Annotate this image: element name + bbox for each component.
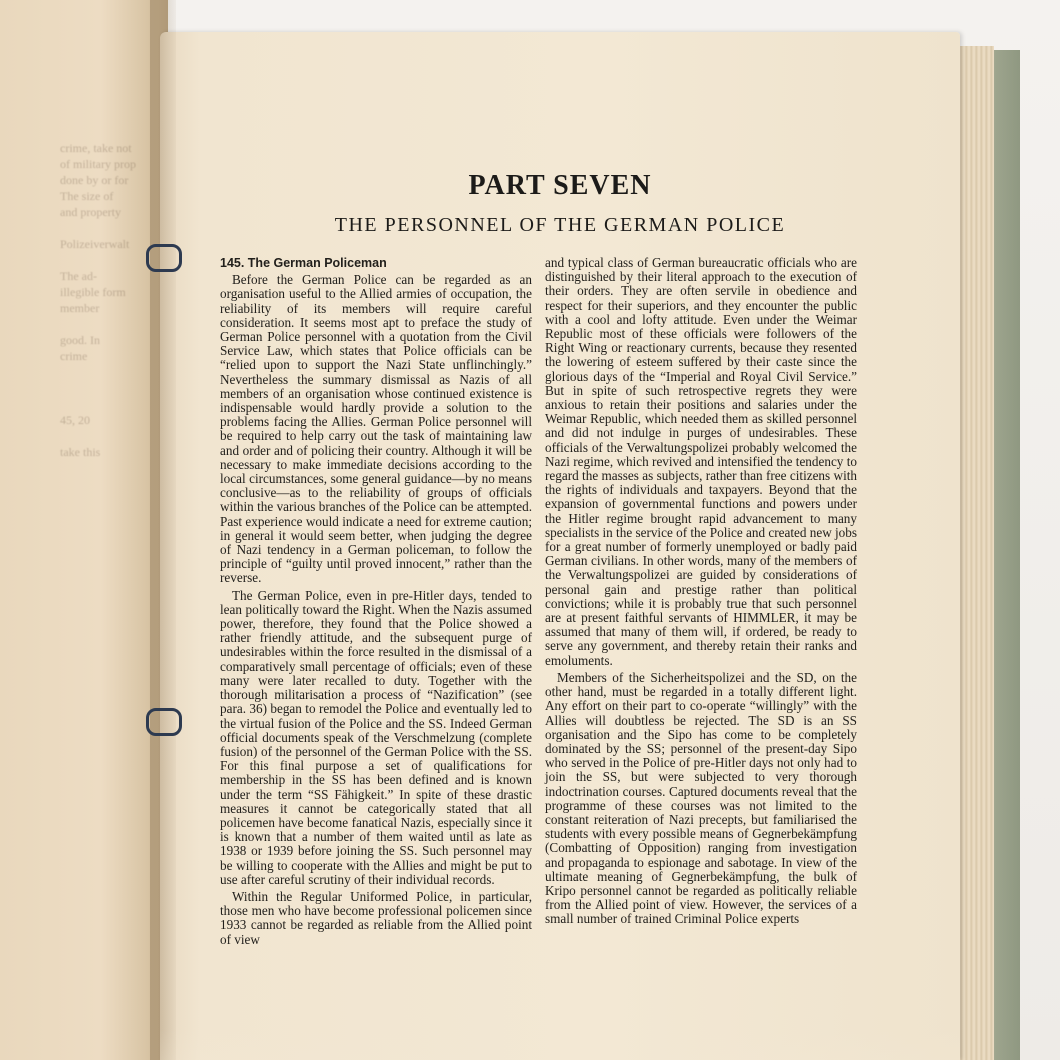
binding-stitch-bottom: [146, 708, 182, 736]
paragraph: Members of the Sicherheitspolizei and the SD, on the other hand, must be regarded in a totally different light. Any effort on their part to co-operate “willingly” with the Allies will doubtless be rejected. The SD is an SS organisation and the Sipo has come to be completely dominated by the SS; personnel of the present-day Sipo who served in the Police of pre-Hitler days not only had to join the SS, but were subjected to very thorough indoctrination courses. Captured documents reveal that the programme of these courses was not limited to the constant reiteration of Nazi precepts, but familiarised the students with every possible means of Gegnerbekämpfung (Combatting of Opposition) ranging from investigation and propaganda to espionage and sabotage. In view of the ultimate meaning of Gegnerbekämpfung, the bulk of Kripo personnel cannot be regarded as politically reliable from the Allied point of view. However, the services of a small number of trained Criminal Police experts: [545, 669, 857, 927]
paragraph: Within the Regular Uniformed Police, in particular, those men who have become professional policemen since 1933 cannot be regarded as reliable from the Allied point of view: [220, 888, 532, 947]
text-column-left: [220, 256, 532, 950]
binding-gutter: [150, 0, 176, 1060]
binding-stitch-top: [146, 244, 182, 272]
left-page: [0, 0, 168, 1060]
part-title: PART SEVEN: [468, 170, 652, 201]
paragraph: Before the German Police can be regarded as an organisation useful to the Allied armies of occupation, the reliability of its members will require careful consideration. It seems most apt to preface the study of German Police personnel with a quotation from the Civil Service Law, which states that Police officials can be “relied upon to support the Nazi State unflinchingly.” Nevertheless the summary dismissal as Nazis of all members of an organisation whose continued existence is indispensable would hardly provide a solution to the problems facing the Allies. German Police personnel will be required to help carry out the task of maintaining law and order and of policing their country. Although it will be necessary to make immediate decisions according to the local circumstances, some general guidance—by no means conclusive—as to the reliability of groups of officials within the various branches of the Police can be attempted. Past experience would indicate a need for extreme caution; in general it would seem better, when judging the degree of Nazi tendency in a German policeman, to follow the principle of “guilty until proved innocent,” rather than the reverse.: [220, 272, 532, 586]
text-column-right: [545, 256, 857, 930]
paragraph: and typical class of German bureaucratic officials who are distinguished by their literal approach to the execution of their orders. They are often servile in obedience and respect for their superiors, and they encounter the public with a cool and lofty attitude. Even under the Weimar Republic most of these officials were followers of the Right Wing or reactionary currents, because they resented the lowering of esteem suffered by their caste since the glorious days of the “Imperial and Royal Civil Service.” But in spite of such retrospective regrets they were anxious to retain their positions and salaries under the Weimar Republic, which needed them as skilled personnel and did not indulge in purges of undesirables. These officials of the Verwaltungspolizei probably welcomed the Nazi regime, which revived and intensified the tendency to regard the masses as subjects, rather than free citizens with the rights of individuals and taxpayers. Beyond that the expansion of governmental functions and powers under the Hitler regime brought rapid advancement to many specialists in the service of the Police and created new jobs for a great number of formerly unemployed or badly paid German civilians. In other words, many of the members of the Verwaltungspolizei are guided by considerations of personal gain and prestige rather than political convictions; while it is probably true that such personnel are at present faithful servants of HIMMLER, it may be assumed that many of them will, if ordered, be ready to serve any government, and thereby retain their ranks and emoluments.: [545, 255, 857, 668]
paragraph: The German Police, even in pre-Hitler days, tended to lean politically toward the Right. When the Nazis assumed power, therefore, they found that the Police showed a rather friendly attitude, and the subsequent purge of undesirables within the force resulted in the dismissal of a comparatively small percentage of officials; even of these many were later recalled to duty. Together with the thorough militarisation a process of “Nazification” (see para. 36) began to remodel the Police and eventually led to the virtual fusion of the Police and the SS. Indeed German official documents speak of the Verschmelzung (complete fusion) of the personnel of the German Police with the SS. For this final purpose a set of qualifications for membership in the SS has been defined and is known under the term “SS Fähigkeit.” In spite of these drastic measures it cannot be categorically stated that all policemen have become fanatical Nazis, especially since it is known that a number of them waited until as late as 1938 or 1939 before joining the SS. Such personnel may be willing to cooperate with the Allies and might be put to use after careful scrutiny of their individual records.: [220, 587, 532, 887]
chapter-title: THE PERSONNEL OF THE GERMAN POLICE: [334, 214, 786, 236]
section-heading: 145. The German Policeman: [220, 256, 387, 270]
page-bottom-shade: [160, 1030, 960, 1060]
left-page-bleed-text: crime, take not of military prop done by or for The size of and property Polizeiverwalt The ad- illegible form member good. In crime 45, 20 take this: [60, 141, 136, 459]
